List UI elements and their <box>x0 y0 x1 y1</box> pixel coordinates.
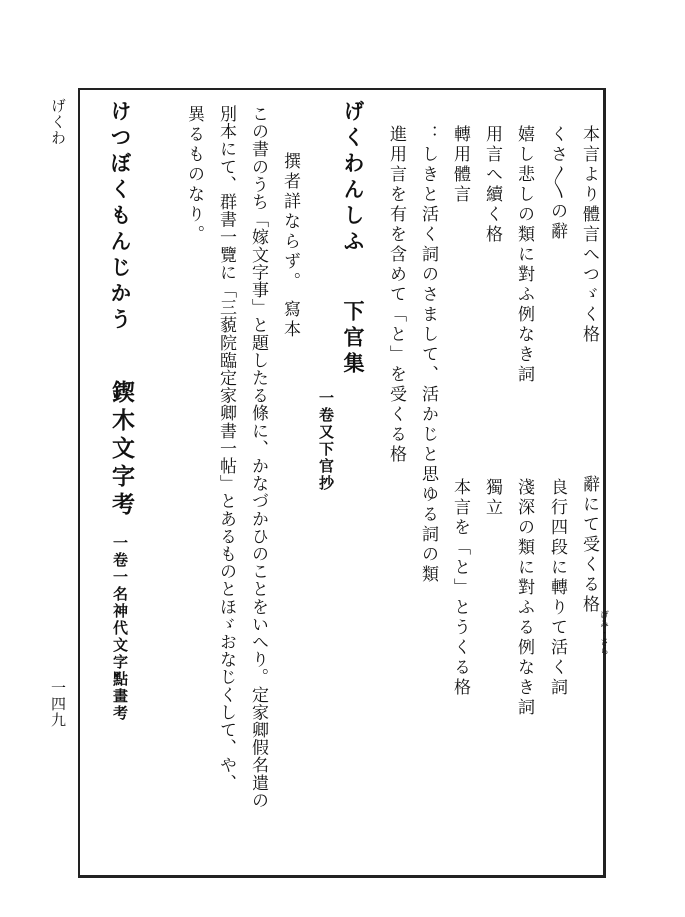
entry-title-gekuwan-shifu: げくわんしふ <box>341 100 366 256</box>
body-line-4: 異るものなり。 <box>184 105 204 245</box>
entry-note-ketsuboku: 一卷一名神代文字點畫考 <box>111 535 129 722</box>
entry-line-3b: 淺深の類に對ふる例なき詞 <box>514 478 534 718</box>
entry-line-1b: 辭にて受くる格 <box>579 475 599 615</box>
body-line-1: 撰者詳ならず。 <box>280 152 300 292</box>
body-line-3: 別本にて、群書一覽に「三藐院臨定家卿書一帖」とあるものとほゞおなじくして、や、 <box>216 105 236 792</box>
entry-line-5: 轉用體言 <box>450 125 470 205</box>
entry-line-2: くさ〳〵の辭 <box>547 125 567 242</box>
entry-line-5b: 本言を「と」とうくる格 <box>450 478 470 698</box>
page-number: 一四九 <box>49 680 67 728</box>
entry-book-gekuwan-shifu: 下官集 <box>341 300 366 378</box>
entry-book-ketsuboku: 鍥木文字考 <box>108 380 135 520</box>
entry-line-1: 本言より體言へつゞく格 <box>579 125 599 345</box>
body-line-1b: 寫本 <box>280 300 300 340</box>
entry-line-7: 進用言を有を含めて「と」を受くる格 <box>386 125 406 465</box>
entry-note-gekuwan-shifu: 一卷又下官抄 <box>317 390 335 492</box>
entry-line-2b: 良行四段に轉りて活く詞 <box>547 478 567 698</box>
running-head: げくわ <box>49 98 67 146</box>
entry-title-ketsuboku: けつぼくもんじかう <box>108 100 133 334</box>
entry-line-3: 嬉し悲しの類に對ふ例なき詞 <box>514 125 534 385</box>
entry-ruby: げみ・さら <box>598 610 608 655</box>
body-line-2: この書のうち「嫁文字事」と題したる條に、かなづかひのことをいへり。定家卿假名遣の <box>248 105 268 809</box>
entry-line-6: ：しきと活く詞のさまして、活かじと思ゆる詞の類 <box>418 125 438 585</box>
entry-line-4: 用言へ續く格 <box>482 125 502 245</box>
entry-line-4b: 獨立 <box>482 478 502 518</box>
